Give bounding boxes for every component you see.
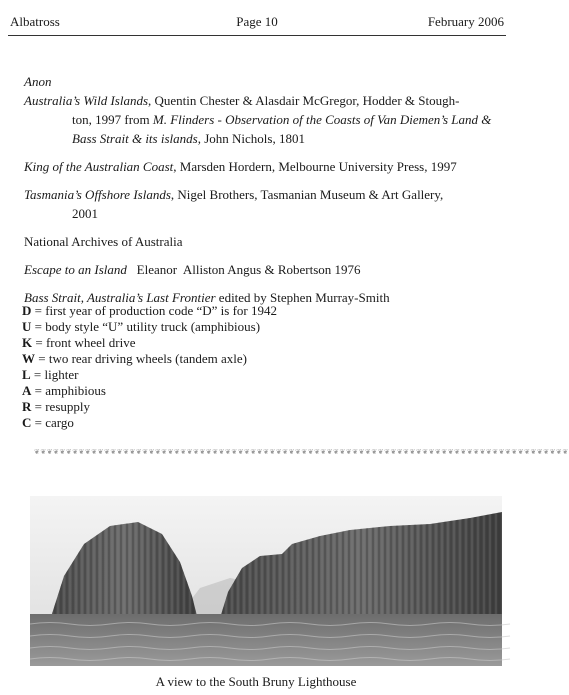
reference-title: Tasmania’s Offshore Islands [24, 187, 171, 202]
reference-year: 2001 [72, 206, 98, 221]
reference-anon-text: Anon [24, 74, 52, 89]
header-date: February 2006 [427, 14, 504, 29]
page-header [10, 14, 504, 34]
code-letter: L [22, 367, 31, 382]
code-letter: K [22, 335, 33, 350]
code-line [22, 303, 277, 319]
reference-title: Bass Strait, Australia’s Last Frontier [24, 290, 216, 305]
reference-text: , Marsden Hordern, Melbourne University Press, 1997 [173, 159, 457, 174]
photo-sea [30, 614, 502, 666]
code-line [22, 319, 277, 335]
sea-cliffs-photo [30, 496, 502, 666]
photo-illustration [30, 496, 502, 666]
header-rule [8, 35, 506, 36]
code-line [22, 351, 277, 367]
header-publication: Albatross [10, 14, 60, 29]
code-letter: R [22, 399, 32, 414]
code-line [22, 367, 277, 383]
code-letter: D [22, 303, 32, 318]
code-meaning: = first year of production code “D” is for 1942 [31, 303, 277, 318]
code-line [22, 415, 277, 431]
reference-anon [24, 72, 500, 91]
code-meaning: = front wheel drive [32, 335, 136, 350]
reference-text: , John Nichols, 1801 [197, 131, 305, 146]
reference-title: M. Flinders - Observation of the Coasts of Van Diemen’s Land & Bass Strait & its islands [72, 112, 492, 146]
reference-escape-island [24, 260, 500, 279]
code-line [22, 335, 277, 351]
reference-wild-islands [24, 91, 500, 148]
references-list [24, 72, 500, 316]
reference-national-archives [24, 232, 500, 251]
reference-text: ton, 1997 from [72, 112, 153, 127]
header-page-number: Page 10 [236, 14, 278, 29]
code-line [22, 399, 277, 415]
reference-title: King of the Australian Coast [24, 159, 174, 174]
code-meaning: = lighter [30, 367, 79, 382]
code-letter: U [22, 319, 32, 334]
code-meaning: = amphibious [31, 383, 106, 398]
reference-text: , Quentin Chester & Alasdair McGregor, Hodder & Stough- [148, 93, 460, 108]
reference-text: , Nigel Brothers, Tasmanian Museum & Art Gallery, [170, 187, 444, 202]
reference-text: edited by Stephen Murray-Smith [215, 290, 390, 305]
reference-title: Australia’s Wild Islands [24, 93, 149, 108]
reference-king-of-coast [24, 157, 500, 176]
code-meaning: = body style “U” utility truck (amphibious) [31, 319, 261, 334]
code-meaning: = cargo [31, 415, 74, 430]
code-line [22, 383, 277, 399]
reference-continuation [24, 110, 500, 148]
code-letter: W [22, 351, 35, 366]
vehicle-code-list [22, 303, 277, 431]
code-letter: A [22, 383, 32, 398]
code-meaning: = two rear driving wheels (tandem axle) [35, 351, 248, 366]
reference-text: Eleanor Alliston Angus & Robertson 1976 [126, 262, 361, 277]
ornamental-divider: ❦❦❦❦❦❦❦❦❦❦❦❦❦❦❦❦❦❦❦❦❦❦❦❦❦❦❦❦❦❦❦❦❦❦❦❦❦❦❦❦❦❦❦❦❦❦❦❦❦❦❦❦❦❦❦❦❦❦❦❦❦❦❦❦❦❦❦❦❦❦❦❦❦❦❦❦❦❦❦❦❦❦❦❦ [34, 448, 569, 456]
reference-text: National Archives of Australia [24, 234, 183, 249]
photo-caption: A view to the South Bruny Lighthouse [155, 674, 357, 689]
reference-title: Escape to an Island [24, 262, 127, 277]
code-letter: C [22, 415, 32, 430]
code-meaning: = resupply [31, 399, 90, 414]
reference-offshore-islands [24, 185, 500, 223]
